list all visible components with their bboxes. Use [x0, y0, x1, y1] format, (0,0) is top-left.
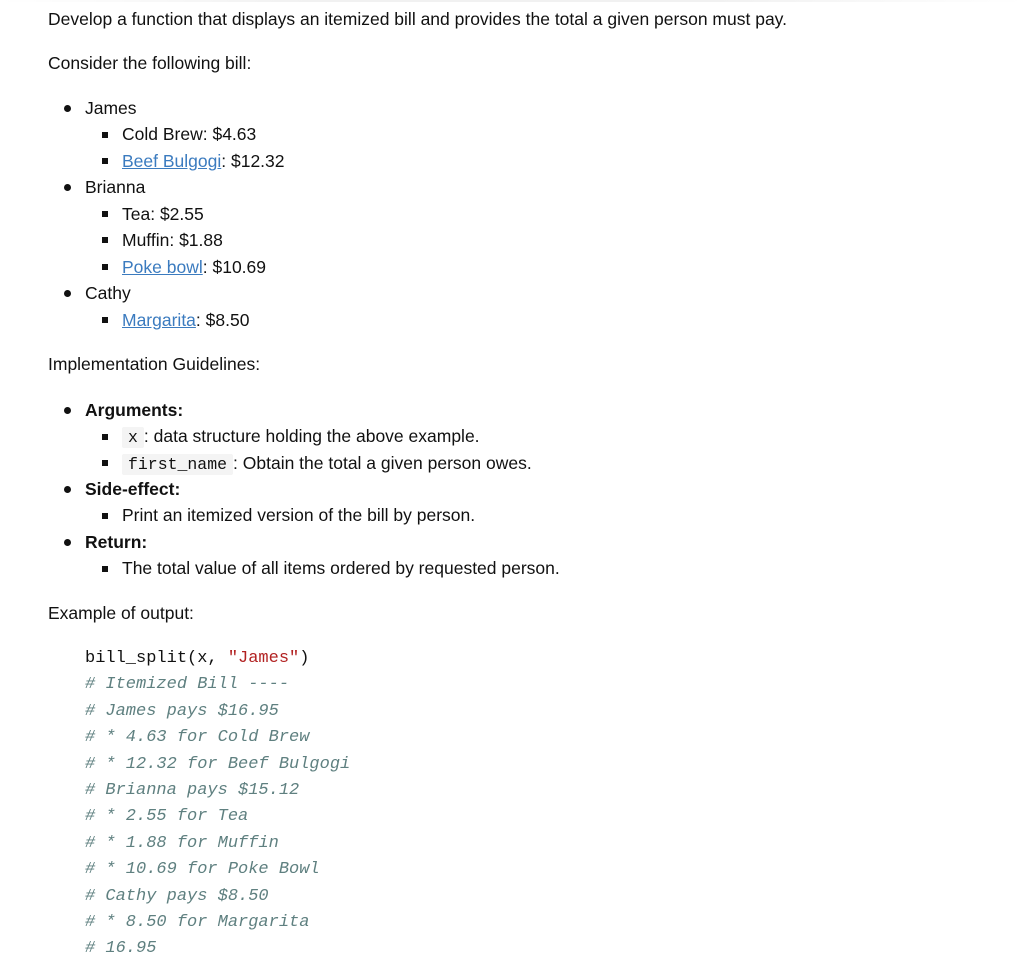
item-price: : $4.63	[202, 124, 257, 144]
bullet-disc	[64, 105, 71, 112]
consider-paragraph: Consider the following bill:	[48, 53, 252, 73]
item-tea	[122, 203, 204, 225]
item-price: : $12.32	[221, 151, 285, 171]
bullet-disc	[64, 539, 71, 546]
bullet-disc	[64, 407, 71, 414]
code-function-call: bill_split(x,	[85, 649, 228, 668]
return-label-text: Return:	[85, 532, 148, 552]
bullet-disc	[64, 290, 71, 297]
arguments-label	[85, 399, 183, 421]
guidelines-heading: Implementation Guidelines:	[48, 354, 261, 374]
poke-bowl-link[interactable]: Poke bowl	[122, 257, 203, 277]
bullet-square	[102, 566, 108, 572]
arg-first-name	[122, 452, 532, 476]
item-price: : $8.50	[195, 310, 250, 330]
item-poke-bowl	[122, 256, 266, 278]
item-label: Tea	[122, 204, 151, 224]
person-james: James	[85, 98, 137, 118]
side-effect-label-text: Side-effect:	[85, 479, 181, 499]
code-comment-line: # * 2.55 for Tea	[85, 807, 249, 826]
bullet-disc	[64, 184, 71, 191]
side-effect-text: Print an itemized version of the bill by person.	[122, 505, 476, 525]
arg-x-text: : data structure holding the above example.	[143, 426, 480, 446]
item-margarita	[122, 309, 249, 331]
code-comment-line: # * 4.63 for Cold Brew	[85, 728, 310, 747]
code-comment-line: # * 12.32 for Beef Bulgogi	[85, 755, 351, 774]
code-call-line	[85, 648, 309, 670]
bullet-square	[102, 264, 108, 270]
item-cold-brew	[122, 123, 256, 145]
bullet-square	[102, 317, 108, 323]
code-comment-line: # Itemized Bill ----	[85, 675, 290, 694]
bullet-square	[102, 460, 108, 466]
arguments-label-text: Arguments:	[85, 400, 184, 420]
item-beef-bulgogi	[122, 150, 285, 172]
item-price: : $1.88	[169, 230, 223, 250]
bullet-square	[102, 158, 108, 164]
code-comment-line: # Brianna pays $15.12	[85, 781, 300, 800]
return-text: The total value of all items ordered by requested person.	[122, 558, 560, 578]
return-label	[85, 531, 147, 553]
code-comment-line: # Cathy pays $8.50	[85, 887, 269, 906]
code-comment-line: # * 1.88 for Muffin	[85, 834, 279, 853]
bullet-square	[102, 434, 108, 440]
example-heading: Example of output:	[48, 603, 194, 623]
margarita-link[interactable]: Margarita	[122, 310, 196, 330]
code-comment-line: # * 10.69 for Poke Bowl	[85, 860, 320, 879]
bullet-square	[102, 513, 108, 519]
code-comment-line: # James pays $16.95	[85, 702, 279, 721]
item-muffin	[122, 229, 223, 251]
item-price: : $10.69	[202, 257, 266, 277]
code-comment-line: # * 8.50 for Margarita	[85, 913, 310, 932]
bullet-disc	[64, 486, 71, 493]
item-label: Cold Brew	[122, 124, 203, 144]
code-string-arg: "James"	[227, 649, 300, 668]
bullet-square	[102, 132, 108, 138]
person-cathy: Cathy	[85, 283, 131, 303]
beef-bulgogi-link[interactable]: Beef Bulgogi	[122, 151, 222, 171]
bullet-square	[102, 237, 108, 243]
intro-paragraph: Develop a function that displays an itemized bill and provides the total a given person must pay.	[48, 9, 787, 29]
item-label: Muffin	[122, 230, 170, 250]
top-divider	[0, 0, 1024, 2]
code-close-paren: )	[299, 649, 310, 668]
arg-first-name-code: first_name	[122, 454, 233, 475]
arg-x	[122, 425, 480, 449]
side-effect-label	[85, 478, 180, 500]
bullet-square	[102, 211, 108, 217]
person-brianna: Brianna	[85, 177, 146, 197]
arg-x-code: x	[122, 427, 144, 448]
code-comment-line: # 16.95	[85, 939, 157, 958]
item-price: : $2.55	[150, 204, 204, 224]
arg-first-name-text: : Obtain the total a given person owes.	[233, 453, 532, 473]
